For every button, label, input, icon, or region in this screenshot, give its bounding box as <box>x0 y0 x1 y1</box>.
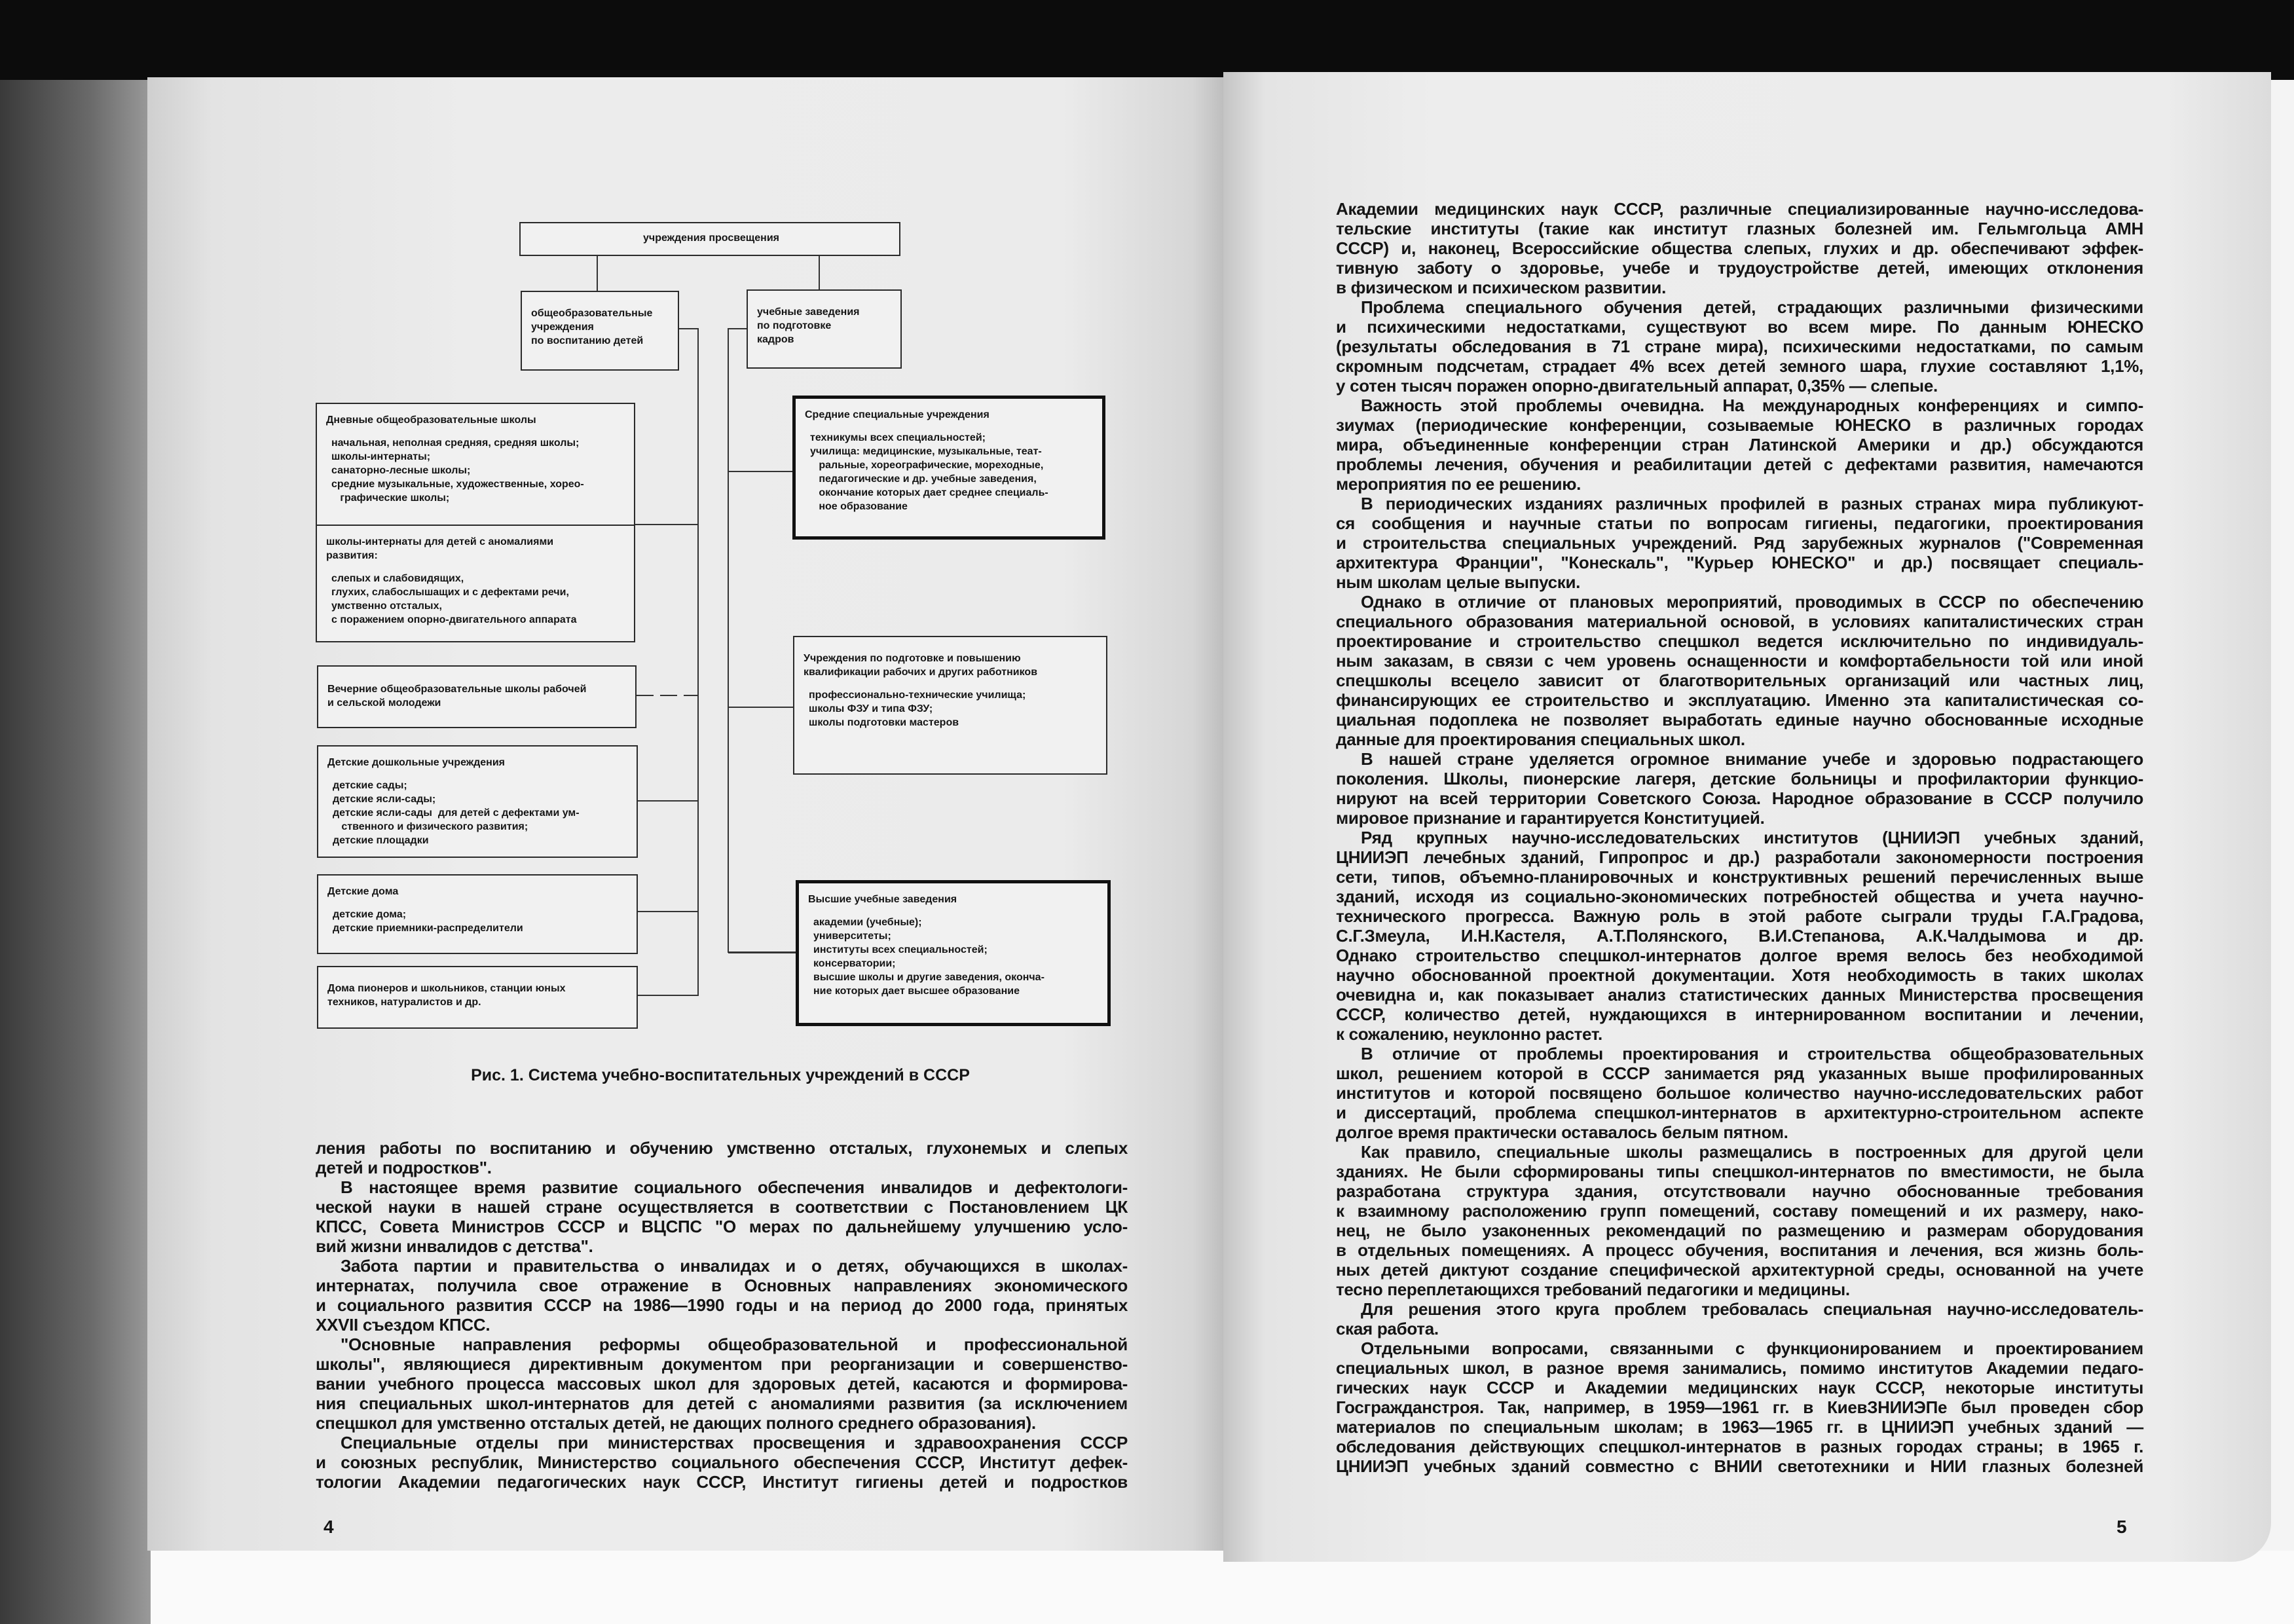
paragraph <box>1336 749 2143 828</box>
connector-line <box>819 255 820 289</box>
text-line: В периодических изданиях различных профилей в разных странах мира публикуют- <box>1361 494 2143 513</box>
paragraph <box>1336 1142 2143 1299</box>
paragraph <box>1336 828 2143 1044</box>
diagram-box-item: школы-интернаты; <box>331 451 431 462</box>
text-line: спецшколы всецело зависит от благотворительных организаций или частных лиц, <box>1336 671 2143 690</box>
spacer <box>804 679 1100 688</box>
text-line: и социального развития СССР на 1986—1990 годы и на период до 2000 года, принятых <box>316 1295 1128 1315</box>
text-line: финансирующих ее строительство и эксплуатацию. Именно эта капиталистическая со- <box>1336 690 2143 710</box>
text-line: ская работа. <box>1336 1319 1439 1338</box>
diagram-box-personnel-training <box>747 289 902 369</box>
text-line: вании учебного процесса массовых школ для здоровых детей, касаются и формирова- <box>316 1374 1128 1393</box>
text-line: обследования действующих спецшкол-интернатов в разных городах страны; в 1965 г. <box>1336 1437 2143 1456</box>
text-line: очевидна и, как показывает анализ статистических данных Министерства просвещения <box>1336 985 2143 1005</box>
diagram-box-item: умственно отсталых, <box>331 600 442 612</box>
connector-line <box>597 255 598 291</box>
text-line: гических наук СССР и Академии медицинских наук СССР, некоторые институты <box>1336 1378 2143 1397</box>
text-line: и диссертаций, проблема спецшкол-интернатов в архитектурно-строительном аспекте <box>1336 1103 2143 1122</box>
text-line: институтов и которой посвящено большое количество научно-исследовательских работ <box>1336 1083 2143 1103</box>
diagram-box-evening-schools <box>317 665 637 728</box>
text-line: сети, типов, объемно-планировочных и конструктивных решений перечисленных выше <box>1336 867 2143 887</box>
connector-line <box>638 911 698 912</box>
diagram-box-higher-education <box>796 880 1111 1026</box>
diagram-box-item: институты всех специальностей; <box>813 944 988 955</box>
diagram-box-item: детские площадки <box>333 835 429 846</box>
diagram-box-item: санаторно-лесные школы; <box>331 465 471 476</box>
text-line: Специальные отделы при министерствах просвещения и здравоохранения СССР <box>341 1433 1128 1452</box>
text-line: (результаты обследования в 71 стране мира), психическими недостатками, по самым <box>1336 337 2143 356</box>
diagram-box-heading-line: учреждения <box>531 322 594 333</box>
text-line: ным заказам, в связи с чем уровень оснащенности и комфортабельности той или иной <box>1336 651 2143 671</box>
spacer <box>327 769 630 779</box>
diagram-box-item: техникумы всех специальностей; <box>810 432 986 443</box>
trunk-line-right <box>728 328 729 953</box>
text-line: ческой науки в нашей стране осуществляется в соответствии с Постановлением ЦК <box>316 1197 1128 1217</box>
text-line: ных детей диктуют создание специфической архитектурной среды, основанной на учете <box>1336 1260 2143 1280</box>
connector-line <box>728 707 793 708</box>
text-line: ным школам целые выпуски. <box>1336 572 1581 592</box>
connector-line <box>679 328 699 329</box>
text-line: зиумах (периодические конференции, созываемые ЮНЕСКО в различных городах <box>1336 415 2143 435</box>
text-line: ЦНИИЭП лечебных зданий, Гипропрос и др.) разработали закономерности построения <box>1336 847 2143 867</box>
diagram-box-secondary-special <box>792 396 1105 540</box>
diagram-box-heading-line: учебные заведения <box>757 306 860 318</box>
text-line: нируют на всей территории Советского Союза. Народное образование в СССР получило <box>1336 788 2143 808</box>
text-line: спецшкол для умственно отсталых детей, не дающих полного среднего образования). <box>316 1413 1036 1433</box>
text-line: специального образования материальной основой, в условиях капиталистических стран <box>1336 612 2143 631</box>
text-line: Для решения этого круга проблем требовалась специальная научно-исследователь- <box>1361 1299 2143 1319</box>
diagram-box-heading-line: Дома пионеров и школьников, станции юных <box>327 983 566 994</box>
paragraph <box>1336 1299 2143 1338</box>
page-number-left: 4 <box>324 1517 334 1537</box>
text-line: специальных школ, в разное время занимались, помимо институтов Академии педаго- <box>1336 1358 2143 1378</box>
diagram-box-item: высшие школы и другие заведения, оконча- <box>813 972 1045 983</box>
text-line: школы", являющиеся директивным документом при реорганизации и совершенство- <box>316 1354 1128 1374</box>
diagram-box-heading-line: Детские дошкольные учреждения <box>327 757 505 768</box>
diagram-box-day-schools <box>316 403 635 526</box>
text-line: С.Г.Змеула, И.Н.Кастеля, А.Т.Полянского, В.И.Степанова, А.К.Чалдымова и др. <box>1336 926 2143 946</box>
spacer <box>808 906 1101 915</box>
paragraph <box>1336 1338 2143 1476</box>
text-line: тологии Академии педагогических наук СССР, Институт гигиены детей и подростков <box>316 1472 1128 1492</box>
text-line: циальная подоплека не позволяет выработать единые научно обоснованные исходные <box>1336 710 2143 729</box>
text-line: мира, объединенные конференции стран Латинской Америки и др.) обсуждаются <box>1336 435 2143 454</box>
diagram-box-heading-line: Дневные общеобразовательные школы <box>326 415 536 426</box>
diagram-box-item: детские приемники-распределители <box>333 923 523 934</box>
diagram-box-item: средние музыкальные, художественные, хорео- <box>331 479 584 490</box>
diagram-box-heading-line: развития: <box>326 550 378 561</box>
text-line: XXVII съездом КПСС. <box>316 1315 490 1335</box>
text-line: у сотен тысяч поражен опорно-двигательный аппарат, 0,35% — слепые. <box>1336 376 1938 396</box>
diagram-box-item: педагогические и др. учебные заведения, <box>810 473 1037 485</box>
text-line: школ, решением которой в СССР занимается ряд указанных выше профилированных <box>1336 1063 2143 1083</box>
scanner-left-edge <box>0 80 151 1624</box>
connector-line <box>728 951 796 953</box>
text-line: Академии медицинских наук СССР, различные специализированные научно-исследова- <box>1336 199 2143 219</box>
text-line: В нашей стране уделяется огромное внимание учебе и здоровью подрастающего <box>1361 749 2143 769</box>
connector-line <box>635 524 698 525</box>
paragraph <box>1336 297 2143 396</box>
text-line: "Основные направления реформы общеобразовательной и профессиональной <box>341 1335 1128 1354</box>
text-line: и психическими недостатками, существуют во всем мире. По данным ЮНЕСКО <box>1336 317 2143 337</box>
diagram-box-item: начальная, неполная средняя, средняя школы; <box>331 437 580 449</box>
text-line: в физическом и психическом развитии. <box>1336 278 1666 297</box>
text-line: ЦНИИЭП учебных зданий совместно с ВНИИ светотехники и НИИ глазных болезней <box>1336 1456 2143 1476</box>
diagram-box-item: детские дома; <box>333 909 407 920</box>
text-line: ния специальных школ-интернатов для детей с аномалиями развития (за исключением <box>316 1393 1128 1413</box>
text-line: поколения. Школы, пионерские лагеря, детские больницы и профилактории функцио- <box>1336 769 2143 788</box>
diagram-box-preschool <box>317 745 638 858</box>
text-line: научно обоснованной проектной документации. Хотя необходимость в таких школах <box>1336 965 2143 985</box>
diagram-box-item: университеты; <box>813 931 891 942</box>
diagram-box-item: детские сады; <box>333 780 407 791</box>
diagram-box-item: глухих, слабослышащих и с дефектами речи, <box>331 587 569 598</box>
text-line: Важность этой проблемы очевидна. На международных конференциях и симпо- <box>1361 396 2143 415</box>
paragraph <box>316 1138 1128 1177</box>
text-line: архитектура Франции", "Конескаль", "Курьер ЮНЕСКО" и др.) посвящает специаль- <box>1336 553 2143 572</box>
text-line: зданиях. Не были сформированы типы спецшкол-интернатов по вместимости, не была <box>1336 1162 2143 1181</box>
diagram-box-heading-line: Высшие учебные заведения <box>808 894 957 905</box>
paragraph <box>1336 592 2143 749</box>
text-line: и союзных республик, Министерство социального обеспечения СССР, Институт дефек- <box>316 1452 1128 1472</box>
diagram-box-pioneer-houses <box>317 966 638 1029</box>
text-line: к взаимному расположению групп помещений, составу помещений и их размеру, нако- <box>1336 1201 2143 1221</box>
diagram-box-heading-line: общеобразовательные <box>531 308 653 319</box>
diagram-box-item: консерватории; <box>813 958 896 969</box>
text-line: Однако строительство спецшкол-интернатов долгое время велось без необходимой <box>1336 946 2143 965</box>
text-line: Проблема специального обучения детей, страдающих различными физическими <box>1361 297 2143 317</box>
text-line: детей и подростков". <box>316 1158 492 1177</box>
text-line: СССР) и, наконец, Всероссийские общества слепых, глухих и др. обеспечивают эффек- <box>1336 238 2143 258</box>
diagram-box-item: окончание которых дает среднее специаль- <box>810 487 1048 498</box>
paragraph <box>1336 494 2143 592</box>
figure-caption: Рис. 1. Система учебно-воспитательных учреждений в СССР <box>471 1066 970 1084</box>
text-line: Как правило, специальные школы размещались в построенных для другой цели <box>1361 1142 2143 1162</box>
text-line: КПСС, Совета Министров СССР и ВЦСПС "О мерах по дальнейшему улучшению усло- <box>316 1217 1128 1236</box>
diagram-box-heading-line: кадров <box>757 334 794 345</box>
text-line: В отличие от проблемы проектирования и строительства общеобразовательных <box>1361 1044 2143 1063</box>
diagram-box-item: ральные, хореографические, мореходные, <box>810 460 1044 471</box>
text-line: тельские институты (такие как институт глазных болезней им. Гельмгольца АМН <box>1336 219 2143 238</box>
diagram-box-heading-line: учреждения просвещения <box>643 232 779 244</box>
text-line: вий жизни инвалидов с детства". <box>316 1236 593 1256</box>
text-line: долгое время практически оставалось белым пятном. <box>1336 1122 1788 1142</box>
text-line: ся сообщения и научные статьи по вопросам гигиены, педагогики, проектирования <box>1336 513 2143 533</box>
trunk-line-left <box>697 328 699 996</box>
diagram-box-heading-line: Детские дома <box>327 886 399 897</box>
diagram-box-heading-line: техников, натуралистов и др. <box>327 997 481 1008</box>
text-line: проектирование и строительство спецшкол ведется исключительно по индивидуаль- <box>1336 631 2143 651</box>
paragraph <box>316 1256 1128 1335</box>
text-line: Отдельными вопросами, связанными с функционированием и проектированием <box>1361 1338 2143 1358</box>
right-page-body-text <box>1336 199 2143 1476</box>
diagram-box-item: школы ФЗУ и типа ФЗУ; <box>809 703 933 714</box>
diagram-box-education-institutions <box>519 222 900 256</box>
spacer <box>326 427 627 436</box>
text-line: Ряд крупных научно-исследовательских институтов (ЦНИИЭП учебных зданий, <box>1361 828 2143 847</box>
paragraph <box>1336 396 2143 494</box>
diagram-box-item: ное образование <box>810 501 908 512</box>
text-line: материалов по специальным школам; в 1963—1965 гг. в ЦНИИЭП учебных зданий — <box>1336 1417 2143 1437</box>
diagram-box-item: училища: медицинские, музыкальные, теат- <box>810 446 1042 457</box>
paragraph <box>316 1177 1128 1256</box>
diagram-box-item: ственного и физического развития; <box>333 821 528 832</box>
text-line: мероприятия по ее решению. <box>1336 474 1582 494</box>
diagram-box-orphanages <box>317 874 638 954</box>
text-line: в отдельных помещениях. А процесс обучения, воспитания и лечения, вся жизнь боль- <box>1336 1240 2143 1260</box>
spacer <box>805 422 1096 431</box>
paragraph <box>316 1433 1128 1492</box>
diagram-box-heading-line: и сельской молодежи <box>327 697 441 709</box>
paragraph <box>1336 1044 2143 1142</box>
diagram-box-item: детские ясли-сады; <box>333 794 436 805</box>
text-line: данные для проектирования специальных школ. <box>1336 729 1745 749</box>
connector-line <box>728 328 747 329</box>
text-line: мировое признание и гарантируется Конституцией. <box>1336 808 1765 828</box>
connector-line <box>638 800 698 802</box>
text-line: разработана структура здания, отсутствовали научно обоснованные требования <box>1336 1181 2143 1201</box>
diagram-box-item: слепых и слабовидящих, <box>331 573 464 584</box>
diagram-box-heading-line: Вечерние общеобразовательные школы рабочей <box>327 684 587 695</box>
text-line: СССР, количество детей, нуждающихся в интернированном воспитании и лечении, <box>1336 1005 2143 1024</box>
page-number-right: 5 <box>2117 1517 2127 1537</box>
text-line: к сожалению, неуклонно растет. <box>1336 1024 1602 1044</box>
diagram-box-item: детские ясли-сады для детей с дефектами ум- <box>333 807 580 819</box>
diagram-box-heading-line: Учреждения по подготовке и повышению <box>804 653 1021 664</box>
text-line: тесно переплетающихся требований педагогики и медицины. <box>1336 1280 1850 1299</box>
paragraph <box>316 1335 1128 1433</box>
scanner-top-edge <box>0 0 2294 80</box>
diagram-box-heading-line: школы-интернаты для детей с аномалиями <box>326 536 554 547</box>
text-line: зданий, исходя из социально-экономических потребностей общества и учета научно- <box>1336 887 2143 906</box>
diagram-box-item: школы подготовки мастеров <box>809 717 959 728</box>
text-line: и строительства специальных учреждений. Ряд зарубежных журналов ("Современная <box>1336 533 2143 553</box>
spacer <box>327 898 630 908</box>
text-line: Госгражданстроя. Так, например, в 1959—1961 гг. в КиевЗНИИЭПе был проведен сбор <box>1336 1397 2143 1417</box>
diagram-box-boarding-schools-anomalies <box>316 525 635 642</box>
diagram-box-item: профессионально-технические училища; <box>809 690 1026 701</box>
diagram-box-general-education <box>521 291 679 371</box>
diagram-box-item: ние которых дает высшее образование <box>813 986 1020 997</box>
connector-line-dashed <box>637 695 698 696</box>
diagram-box-worker-training <box>793 636 1107 775</box>
connector-line <box>728 471 792 472</box>
text-line: ления работы по воспитанию и обучению умственно отсталых, глухонемых и слепых <box>316 1138 1128 1158</box>
diagram-box-item: академии (учебные); <box>813 917 922 928</box>
connector-line <box>638 995 698 996</box>
text-line: нец, не было узаконенных рекомендаций по размещению и размерам оборудования <box>1336 1221 2143 1240</box>
text-line: тивную заботу о здоровье, учебе и трудоустройстве детей, имеющих отклонения <box>1336 258 2143 278</box>
diagram-box-heading-line: по воспитанию детей <box>531 335 644 346</box>
text-line: технического прогресса. Важную роль в этой работе сыграли труды Г.А.Градова, <box>1336 906 2143 926</box>
text-line: скромным подсчетам, страдает 4% всех детей земного шара, глухие составляют 1,1%, <box>1336 356 2143 376</box>
text-line: проблемы лечения, обучения и реабилитации детей с дефектами развития, намечаются <box>1336 454 2143 474</box>
diagram-box-item: графические школы; <box>331 492 450 504</box>
diagram-box-item: с поражением опорно-двигательного аппарата <box>331 614 577 625</box>
text-line: интернатах, получила свое отражение в Основных направлениях экономического <box>316 1276 1128 1295</box>
diagram-box-heading-line: Средние специальные учреждения <box>805 409 990 420</box>
text-line: В настоящее время развитие социального обеспечения инвалидов и дефектологи- <box>341 1177 1128 1197</box>
paragraph <box>1336 199 2143 297</box>
diagram-box-heading-line: квалификации рабочих и других работников <box>804 667 1038 678</box>
spacer <box>326 563 627 572</box>
text-line: Однако в отличие от плановых мероприятий, проводимых в СССР по обеспечению <box>1361 592 2143 612</box>
left-page-body-text <box>316 1138 1128 1492</box>
text-line: Забота партии и правительства о инвалидах и о детях, обучающихся в школах- <box>341 1256 1128 1276</box>
diagram-box-heading-line: по подготовке <box>757 320 832 331</box>
